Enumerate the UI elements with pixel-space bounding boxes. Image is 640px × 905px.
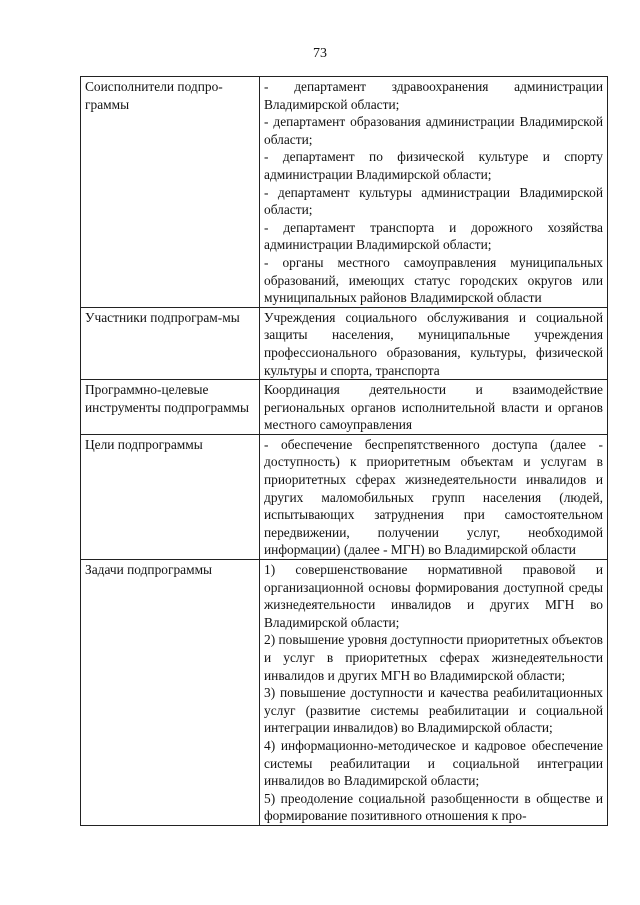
list-item: 3) повышение доступности и качества реабилитационных услуг (развитие системы реабилитации и социальной интеграции инвалидов) во Владимирской области; xyxy=(264,685,603,736)
table-row-goals xyxy=(81,434,608,559)
list-item: - департамент культуры администрации Владимирской области; xyxy=(264,184,603,218)
list-item: - органы местного самоуправления муниципальных образований, имеющих статус городских округов или муниципальных районов Владимирской области xyxy=(264,254,603,306)
table-row-co-executors xyxy=(81,77,608,308)
row-label: Задачи подпрограммы xyxy=(81,560,260,826)
list-item: - департамент образования администрации Владимирской области; xyxy=(264,114,603,147)
paragraph: Координация деятельности и взаимодействие региональных органов исполнительной власти и органов местного самоуправления xyxy=(264,382,603,433)
row-label: Цели подпрограммы xyxy=(81,434,260,559)
list-item: - департамент по физической культуре и спорту администрации Владимирской области; xyxy=(264,149,603,182)
list-item: - департамент здравоохранения администрации Владимирской области; xyxy=(264,79,603,112)
row-label: Участники подпрограм-мы xyxy=(81,307,260,379)
paragraph: Учреждения социального обслуживания и социальной защиты населения, муниципальные учреждения профессионального образования, культуры, физической культуры и спорта, транспорта xyxy=(264,309,603,378)
table-row-tasks xyxy=(81,560,608,826)
row-content xyxy=(260,77,608,308)
subprogram-passport-table xyxy=(80,76,608,826)
row-label: Соисполнители подпро-граммы xyxy=(81,77,260,308)
list-item: - департамент транспорта и дорожного хозяйства администрации Владимирской области; xyxy=(264,219,603,253)
list-item: 2) повышение уровня доступности приоритетных объектов и услуг в приоритетных сферах жизнедеятельности инвалидов и других МГН во Владимирской области; xyxy=(264,632,603,683)
list-item: 5) преодоление социальной разобщенности в обществе и формирование позитивного отношения к про- xyxy=(264,790,603,824)
page-number: 73 xyxy=(313,46,327,61)
list-item: 1) совершенствование нормативной правовой и организационной основы формирования доступной среды жизнедеятельности инвалидов и других МГН во Владимирской области; xyxy=(264,562,603,630)
row-content xyxy=(260,380,608,435)
paragraph: - обеспечение беспрепятственного доступа (далее - доступность) к приоритетным объектам и услугам в приоритетных сферах жизнедеятельности инвалидов и других маломобильных групп населения (людей, испытывающих затруднения при самостоятельном передвижении, получении услуг, необходимой информации) (далее - МГН) во Владимирской области xyxy=(264,436,603,558)
row-content xyxy=(260,560,608,826)
row-label: Программно-целевые инструменты подпрограммы xyxy=(81,380,260,435)
table-row-instruments xyxy=(81,380,608,435)
row-content xyxy=(260,307,608,379)
table-row-participants xyxy=(81,307,608,379)
row-content xyxy=(260,434,608,559)
list-item: 4) информационно-методическое и кадровое обеспечение системы реабилитации и социальной интеграции инвалидов во Владимирской области; xyxy=(264,737,603,789)
